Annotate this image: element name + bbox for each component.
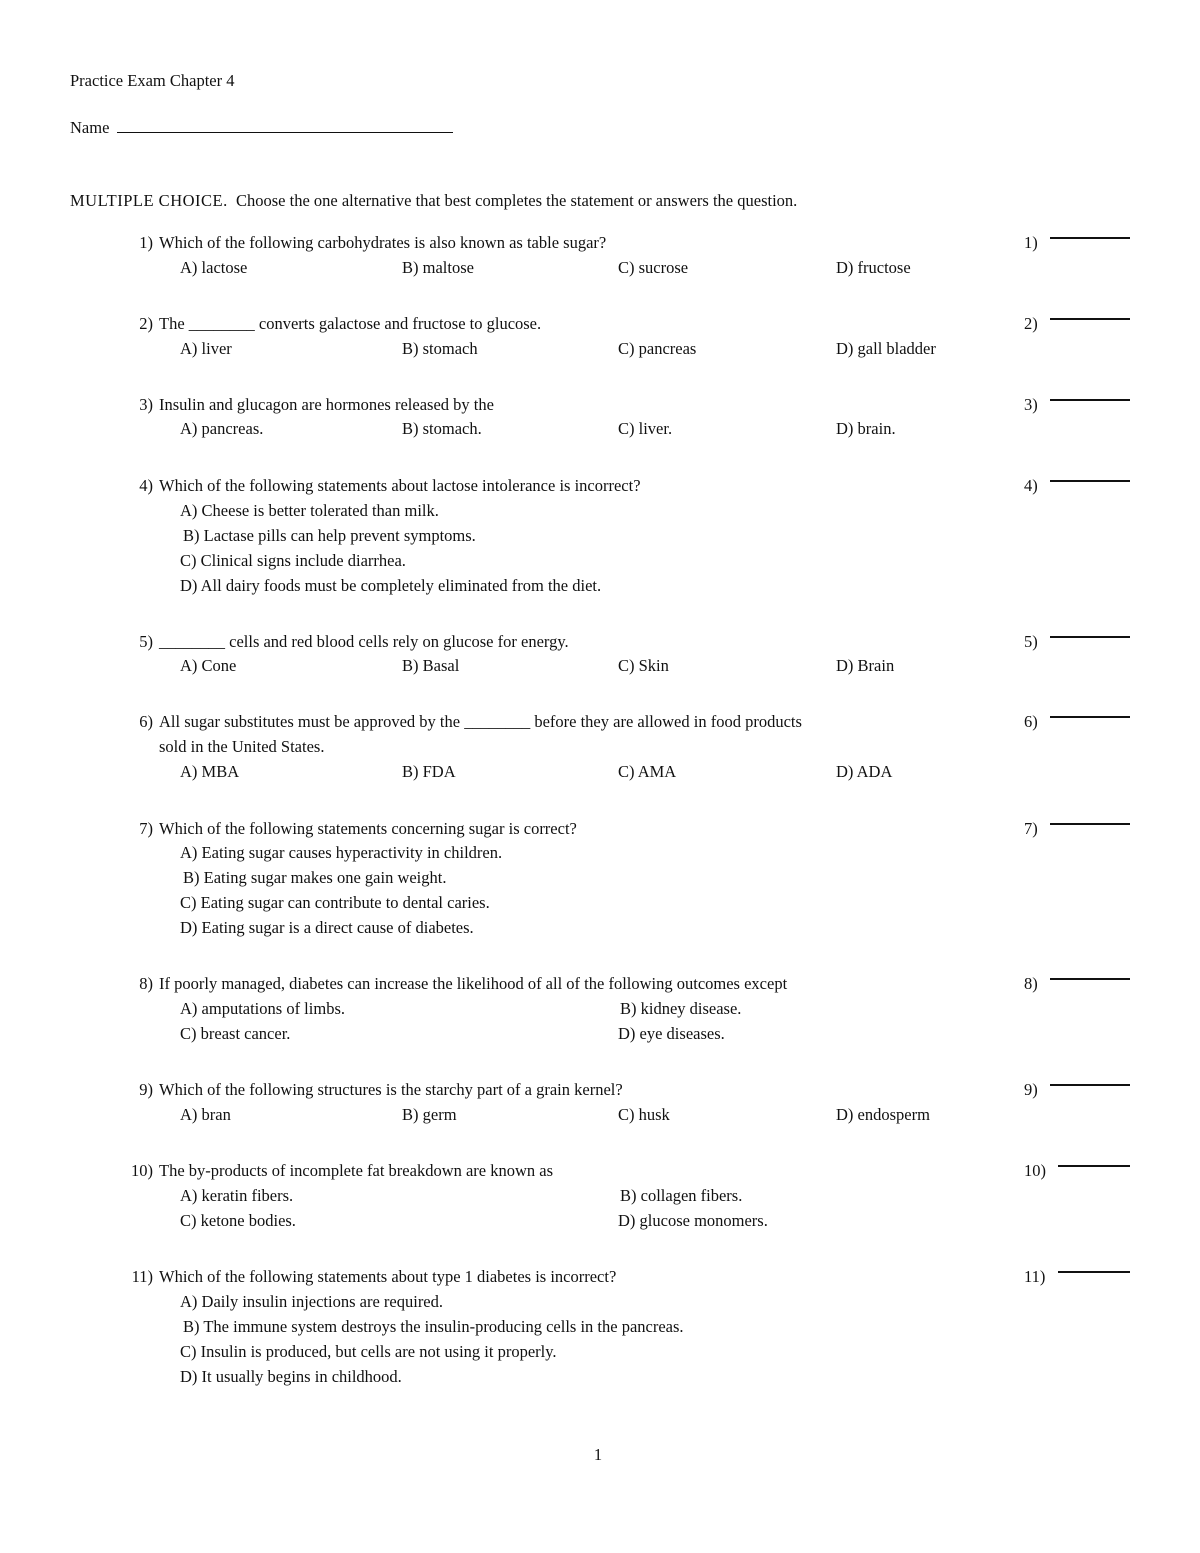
option-d: D) Eating sugar is a direct cause of diabetes. (180, 918, 474, 937)
answer-label: 3) (1024, 395, 1038, 414)
answer-label: 10) (1024, 1161, 1046, 1180)
question-number: 6) (139, 712, 153, 731)
option-d: D) fructose (836, 258, 911, 277)
option-d: D) It usually begins in childhood. (180, 1367, 402, 1386)
question-text: If poorly managed, diabetes can increase the likelihood of all of the following outcomes except (159, 974, 788, 993)
option-d: D) All dairy foods must be completely eliminated from the diet. (180, 576, 602, 595)
option-a: A) pancreas. (180, 419, 264, 438)
option-d: D) endosperm (836, 1105, 930, 1124)
option-b: B) germ (402, 1105, 457, 1124)
option-c: C) Insulin is produced, but cells are not using it properly. (180, 1342, 557, 1361)
option-c: C) Eating sugar can contribute to dental caries. (180, 893, 490, 912)
option-c: C) sucrose (618, 258, 689, 277)
option-d: D) brain. (836, 419, 896, 438)
option-b: B) kidney disease. (620, 999, 742, 1018)
option-c: C) husk (618, 1105, 670, 1124)
answer-label: 6) (1024, 712, 1038, 731)
question-text: Which of the following carbohydrates is also known as table sugar? (159, 233, 607, 252)
option-a: A) Cheese is better tolerated than milk. (180, 501, 439, 520)
question-number: 10) (131, 1161, 153, 1180)
option-b: B) FDA (402, 762, 456, 781)
option-a: A) lactose (180, 258, 248, 277)
answer-label: 11) (1024, 1267, 1046, 1286)
question-text: Which of the following statements about type 1 diabetes is incorrect? (159, 1267, 617, 1286)
question-number: 5) (139, 632, 153, 651)
answer-blank[interactable] (1050, 823, 1130, 825)
question-number: 8) (139, 974, 153, 993)
answer-blank[interactable] (1050, 716, 1130, 718)
answer-label: 4) (1024, 476, 1038, 495)
option-c: C) Skin (618, 656, 669, 675)
option-d: D) glucose monomers. (618, 1211, 768, 1230)
answer-label: 8) (1024, 974, 1038, 993)
question-text: Which of the following statements about lactose intolerance is incorrect? (159, 476, 641, 495)
option-a: A) keratin fibers. (180, 1186, 294, 1205)
answer-blank[interactable] (1050, 1084, 1130, 1086)
answer-blank[interactable] (1050, 237, 1130, 239)
answer-blank[interactable] (1058, 1165, 1130, 1167)
answer-label: 9) (1024, 1080, 1038, 1099)
option-b: B) collagen fibers. (620, 1186, 743, 1205)
answer-blank[interactable] (1050, 399, 1130, 401)
question-number: 11) (131, 1267, 153, 1286)
question-text: Insulin and glucagon are hormones released by the (159, 395, 494, 414)
option-a: A) bran (180, 1105, 231, 1124)
option-b: B) Lactase pills can help prevent symptoms. (183, 526, 476, 545)
option-d: D) Brain (836, 656, 895, 675)
option-c: C) pancreas (618, 339, 697, 358)
section-heading: MULTIPLE CHOICE. (70, 191, 228, 210)
option-b: B) The immune system destroys the insulin-producing cells in the pancreas. (183, 1317, 684, 1336)
question-number: 2) (139, 314, 153, 333)
question-text-continued: sold in the United States. (159, 737, 325, 756)
answer-blank[interactable] (1050, 978, 1130, 980)
answer-label: 2) (1024, 314, 1038, 333)
option-b: B) Basal (402, 656, 460, 675)
question-text: ________ cells and red blood cells rely on glucose for energy. (159, 632, 569, 651)
name-input-line[interactable] (117, 132, 453, 133)
section-instructions (70, 191, 797, 211)
option-d: D) ADA (836, 762, 893, 781)
option-b: B) maltose (402, 258, 474, 277)
option-b: B) stomach (402, 339, 478, 358)
name-label: Name (70, 118, 110, 137)
option-a: A) Eating sugar causes hyperactivity in children. (180, 843, 503, 862)
question-text: The ________ converts galactose and fructose to glucose. (159, 314, 542, 333)
option-b: B) Eating sugar makes one gain weight. (183, 868, 447, 887)
answer-label: 5) (1024, 632, 1038, 651)
question-number: 3) (139, 395, 153, 414)
option-c: C) ketone bodies. (180, 1211, 296, 1230)
instructions-text: Choose the one alternative that best completes the statement or answers the question. (235, 191, 798, 210)
page-number: 1 (593, 1445, 603, 1464)
answer-label: 1) (1024, 233, 1038, 252)
exam-title: Practice Exam Chapter 4 (70, 71, 235, 90)
option-a: A) Cone (180, 656, 237, 675)
option-d: D) gall bladder (836, 339, 936, 358)
answer-label: 7) (1024, 819, 1038, 838)
option-a: A) Daily insulin injections are required. (180, 1292, 444, 1311)
question-text: The by-products of incomplete fat breakdown are known as (159, 1161, 554, 1180)
question-text: Which of the following structures is the starchy part of a grain kernel? (159, 1080, 623, 1099)
question-number: 9) (139, 1080, 153, 1099)
question-text: Which of the following statements concerning sugar is correct? (159, 819, 577, 838)
option-c: C) Clinical signs include diarrhea. (180, 551, 406, 570)
answer-blank[interactable] (1058, 1271, 1130, 1273)
question-number: 4) (139, 476, 153, 495)
option-d: D) eye diseases. (618, 1024, 725, 1043)
option-a: A) amputations of limbs. (180, 999, 345, 1018)
answer-blank[interactable] (1050, 480, 1130, 482)
answer-blank[interactable] (1050, 318, 1130, 320)
option-a: A) liver (180, 339, 232, 358)
option-c: C) liver. (618, 419, 673, 438)
question-text: All sugar substitutes must be approved by the ________ before they are allowed in food products (159, 712, 802, 731)
question-number: 1) (139, 233, 153, 252)
question-number: 7) (139, 819, 153, 838)
option-c: C) AMA (618, 762, 677, 781)
option-c: C) breast cancer. (180, 1024, 291, 1043)
option-b: B) stomach. (402, 419, 482, 438)
option-a: A) MBA (180, 762, 240, 781)
answer-blank[interactable] (1050, 636, 1130, 638)
